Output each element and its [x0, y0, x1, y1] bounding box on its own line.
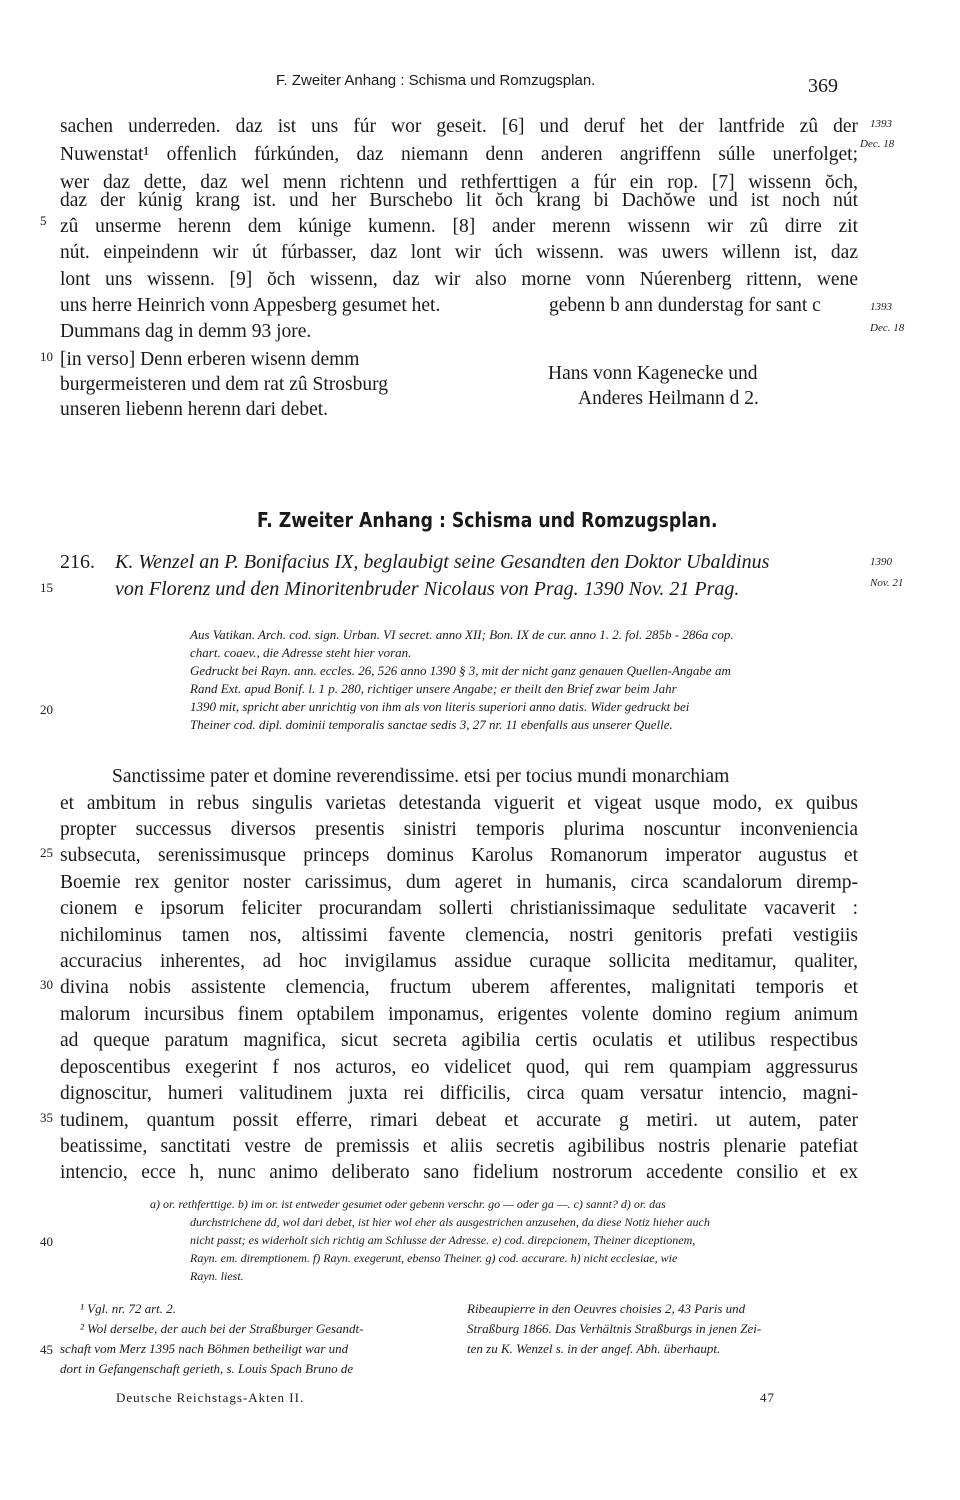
note-line: ² Wol derselbe, der auch bei der Straßburger Gesandt- [80, 1321, 364, 1336]
line-number: 5 [40, 213, 47, 228]
line-number: 10 [40, 349, 53, 364]
apparatus-line: nicht passt; es widerholt sich richtig am Schlusse der Adresse. e) cod. direpcionem, Theiner diceptionem, [190, 1233, 696, 1247]
apparatus-line: Rayn. liest. [190, 1269, 244, 1283]
source-line: chart. coaev., die Adresse steht hier voran. [190, 645, 412, 660]
body-line: tudinem, quantum possit efferre, rimari debeat et accurate g metiri. ut autem, pater [60, 1110, 858, 1131]
signature-line: Anderes Heilmann d 2. [578, 388, 759, 409]
line-number: 15 [40, 580, 53, 595]
body-line: ad queque paratum magnifica, sicut secreta agibilia certis oculatis et utilibus respectibus [60, 1030, 858, 1051]
line-number: 45 [40, 1342, 53, 1357]
letter-line: uns herre Heinrich vonn Appesberg gesumet het. [60, 295, 441, 316]
signature-line: Hans vonn Kagenecke und [548, 363, 758, 384]
body-line: et ambitum in rebus singulis varietas detestanda viguerit et vigeat usque modo, ex quibus [60, 793, 858, 814]
body-line: propter successus diversos presentis sinistri temporis plurima noscuntur inconveniencia [60, 819, 858, 840]
source-line: Aus Vatikan. Arch. cod. sign. Urban. VI secret. anno XII; Bon. IX de cur. anno 1. 2. fol. 285b - 286a cop. [190, 627, 734, 642]
body-line: divina nobis assistente clemencia, fructum uberem afferentes, malignitati temporis et [60, 977, 858, 998]
note-line: Straßburg 1866. Das Verhältnis Straßburgs in jenen Zei- [467, 1321, 762, 1336]
note-line: ¹ Vgl. nr. 72 art. 2. [80, 1301, 176, 1316]
margin-day: Nov. 21 [870, 577, 904, 589]
letter-line: Nuwenstat¹ offenlich fúrkúnden, daz niemann denn anderen angriffenn súlle unerfolget; [60, 144, 858, 165]
margin-day: Dec. 18 [870, 322, 905, 334]
document-title: von Florenz und den Minoritenbruder Nicolaus von Prag. 1390 Nov. 21 Prag. [115, 578, 740, 600]
section-heading: F. Zweiter Anhang : Schisma und Romzugsplan. [257, 508, 718, 532]
document-title: K. Wenzel an P. Bonifacius IX, beglaubigt seine Gesandten den Doktor Ubaldinus [115, 551, 770, 573]
letter-line: zû unserme herenn dem kúnige kumenn. [8] ander merenn wissenn wir zû dirre zit [60, 216, 858, 237]
source-line: 1390 mit, spricht aber unrichtig von ihm als von literis superiori anno datis. Wider gedruckt bei [190, 699, 690, 714]
page-number: 369 [808, 75, 838, 97]
apparatus-line: durchstrichene dd, wol dari debet, ist hier wol eher als ausgestrichen anzusehen, da diese Notiz hieher auch [190, 1215, 710, 1229]
body-line: subsecuta, serenissimusque princeps dominus Karolus Romanorum imperator augustus et [60, 845, 858, 866]
address-line: burgermeisteren und dem rat zû Strosburg [60, 374, 388, 395]
body-line: beatissime, sanctitati vestre de premissis et aliis secretis agibilibus nostris plenarie patefiat [60, 1136, 858, 1157]
body-line: Sanctissime pater et domine reverendissime. etsi per tocius mundi monarchiam [112, 766, 730, 787]
line-number: 35 [40, 1110, 53, 1125]
margin-year: 1393 [870, 301, 892, 313]
body-line: Boemie rex genitor noster carissimus, dum ageret in humanis, circa scandalorum diremp- [60, 872, 858, 893]
source-line: Theiner cod. dipl. dominii temporalis sanctae sedis 3, 27 nr. 11 ebenfalls aus unserer Quelle. [190, 717, 673, 732]
running-title: F. Zweiter Anhang : Schisma und Romzugsplan. [276, 72, 596, 89]
body-line: dignoscitur, humeri valitudinem juxta rei difficilis, circa quam versatur intencio, magni- [60, 1083, 858, 1104]
note-line: ten zu K. Wenzel s. in der angef. Abh. überhaupt. [467, 1341, 721, 1356]
margin-day: Dec. 18 [860, 138, 895, 150]
body-line: malorum incursibus finem optabilem imponamus, erigentes volente domino regium animum [60, 1004, 858, 1025]
line-number: 25 [40, 845, 53, 860]
margin-year: 1393 [870, 118, 892, 130]
apparatus-line: a) or. rethferttige. b) im or. ist entweder gesumet oder gebenn verschr. go — oder ga —. c) sannt? d) or. das [150, 1197, 666, 1211]
body-line: accuracius inherentes, ad hoc invigilamus assidue curaque sollicita meditamur, qualiter, [60, 951, 858, 972]
letter-line: Dummans dag in demm 93 jore. [60, 321, 312, 342]
letter-line: daz der kúnig krang ist. und her Burschebo lit ŏch krang bi Dachŏwe und ist noch nút [60, 190, 858, 211]
letter-line: nút. einpeindenn wir út fúrbasser, daz lont wir úch wissenn. was uwers willenn ist, daz [60, 242, 858, 263]
note-line: schaft vom Merz 1395 nach Böhmen betheiligt war und [60, 1341, 349, 1356]
body-line: deposcentibus exegerint f nos acturos, eo videlicet quod, qui rem quampiam aggressurus [60, 1057, 858, 1078]
footer-title: Deutsche Reichstags-Akten II. [116, 1390, 305, 1405]
source-line: Rand Ext. apud Bonif. l. 1 p. 280, richtiger unsere Angabe; er theilt den Brief zwar beim Jahr [190, 681, 677, 696]
note-line: dort in Gefangenschaft gerieth, s. Louis Spach Bruno de [60, 1361, 354, 1376]
body-line: nichilominus tamen nos, altissimi favente clemencia, nostri genitoris prefati vestigiis [60, 925, 858, 946]
line-number: 40 [40, 1234, 53, 1249]
body-line: intencio, ecce h, nunc animo deliberato sano fidelium nostrorum accedente consilio et ex [60, 1162, 858, 1183]
line-number: 30 [40, 977, 53, 992]
address-line: unseren liebenn herenn dari debet. [60, 399, 329, 420]
letter-line: lont uns wissenn. [9] ŏch wissenn, daz wir also morne vonn Núerenberg rittenn, wene [60, 269, 858, 290]
body-line: cionem e ipsorum feliciter procurandam sollerti christianissimaque sedulitate vacaverit : [60, 898, 858, 919]
apparatus-line: Rayn. em. diremptionem. f) Rayn. exegerunt, ebenso Theiner. g) cod. accurare. h) nicht ecclesiae, wie [190, 1251, 678, 1265]
source-line: Gedruckt bei Rayn. ann. eccles. 26, 526 anno 1390 § 3, mit der nicht ganz genauen Quellen-Angabe am [190, 663, 731, 678]
margin-year: 1390 [870, 556, 892, 568]
letter-date-line: gebenn b ann dunderstag for sant c [549, 295, 821, 316]
address-line: [in verso] Denn erberen wisenn demm [60, 349, 360, 370]
note-line: Ribeaupierre in den Oeuvres choisies 2, 43 Paris und [467, 1301, 746, 1316]
letter-line: wer daz dette, daz wel menn richtenn und rethferttigen a fúr ein rop. [7] wissenn ŏch, [60, 172, 858, 193]
footer-signature: 47 [760, 1390, 775, 1405]
line-number: 20 [40, 702, 53, 717]
letter-line: sachen underreden. daz ist uns fúr wor geseit. [6] und deruf het der lantfride zû der [60, 116, 858, 137]
document-number: 216. [60, 551, 95, 573]
